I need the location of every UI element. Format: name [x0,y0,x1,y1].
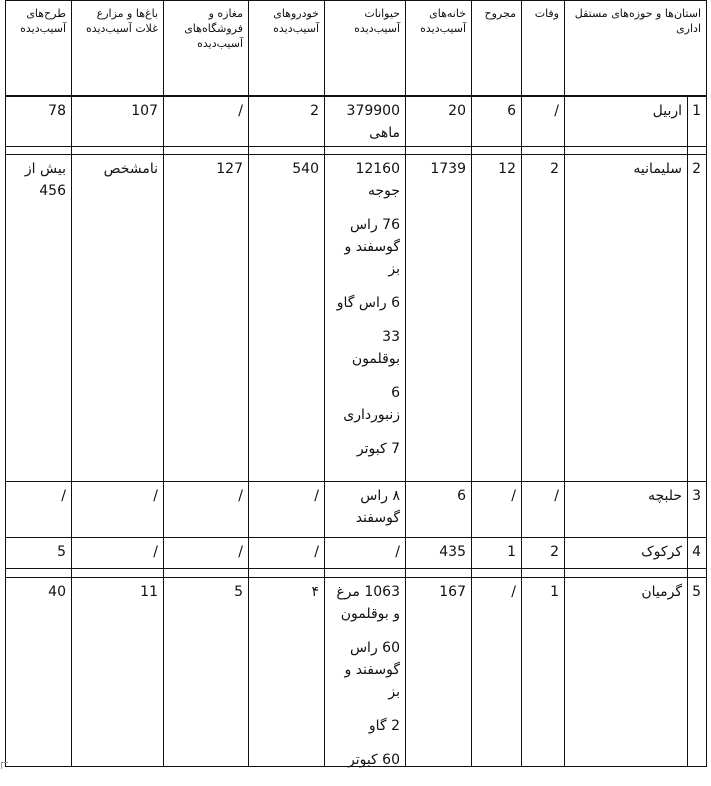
table-border-top [5,0,707,1]
orchards-value: 107 [131,103,158,119]
row-number: 2 [692,161,701,177]
injured-value: 6 [507,103,516,119]
vehicles-value: 2 [310,103,319,119]
vehicles-value: 540 [292,161,319,177]
houses-value: 20 [448,103,466,119]
animals-line: 7 کبوتر [356,441,400,457]
houses-value: 167 [439,584,466,600]
animals-line: ۸ راس گوسفند [355,488,400,526]
animals-line: / [395,544,400,560]
vehicles-value: / [314,544,319,560]
header-region: استان‌ها و حوزه‌های مستقل اداری [574,7,701,35]
animals-line: 1063 مرغ و بوقلمون [336,584,400,622]
region-name: حلبچه [647,488,682,504]
vehicles-value: ۴ [311,584,319,600]
injured-value: 1 [507,544,516,560]
animals-value [325,538,405,578]
header-vehicles: خودروهای آسیب‌دیده [273,7,319,35]
deaths-value: 2 [550,544,559,560]
animals-value [325,482,405,544]
orchards-value: نامشخص [103,161,158,177]
row-number: 5 [692,584,701,600]
shops-value: 127 [216,161,243,177]
injured-value: / [511,488,516,504]
page-corner-mark [1,762,8,769]
deaths-value: / [554,103,559,119]
animals-line: 379900 ماهی [346,103,400,141]
header-deaths: وفات [534,7,559,20]
animals-line: 12160 جوجه [355,161,400,199]
injured-value: 12 [498,161,516,177]
header-projects: طرح‌های آسیب‌دیده [20,7,66,35]
animals-line: 6 راس گاو [336,295,400,311]
vehicles-value: / [314,488,319,504]
column-divider [706,0,707,767]
deaths-value: / [554,488,559,504]
region-name: کرکوک [641,544,682,560]
animals-line: 2 گاو [368,718,400,734]
region-name: گرمیان [641,584,682,600]
header-orchards: باغ‌ها و مزارع غلات آسیب‌دیده [85,7,158,35]
projects-value: / [61,488,66,504]
animals-line: 60 راس گوسفند و بز [344,640,400,700]
houses-value: 6 [457,488,466,504]
houses-value: 435 [439,544,466,560]
orchards-value: 11 [140,584,158,600]
animals-value [325,155,405,475]
damage-table [5,0,707,768]
animals-line: 76 راس گوسفند و بز [344,217,400,277]
region-name: سلیمانیه [633,161,682,177]
houses-value: 1739 [430,161,466,177]
row-number: 1 [692,103,701,119]
projects-value: 5 [57,544,66,560]
header-animals: حیوانات آسیب‌دیده [354,7,400,35]
animals-line: 60 کبوتر [347,752,400,768]
shops-value: 5 [234,584,243,600]
row-number: 4 [692,544,701,560]
column-divider [687,96,688,767]
animals-value [325,97,405,159]
animals-value [325,578,405,786]
shops-value: / [238,544,243,560]
projects-value: 78 [48,103,66,119]
region-name: اربیل [652,103,682,119]
orchards-value: / [153,488,158,504]
shops-value: / [238,488,243,504]
animals-line: 6 زنبورداری [343,385,400,423]
deaths-value: 2 [550,161,559,177]
orchards-value: / [153,544,158,560]
shops-value: / [238,103,243,119]
header-injured: مجروح [484,7,516,20]
row-number: 3 [692,488,701,504]
projects-value: 40 [48,584,66,600]
projects-value: بیش از 456 [24,161,66,199]
injured-value: / [511,584,516,600]
header-houses: خانه‌های آسیب‌دیده [420,7,466,35]
animals-line: 33 بوقلمون [351,329,400,367]
deaths-value: 1 [550,584,559,600]
header-shops: مغازه و فروشگاه‌های آسیب‌دیده [184,7,243,50]
